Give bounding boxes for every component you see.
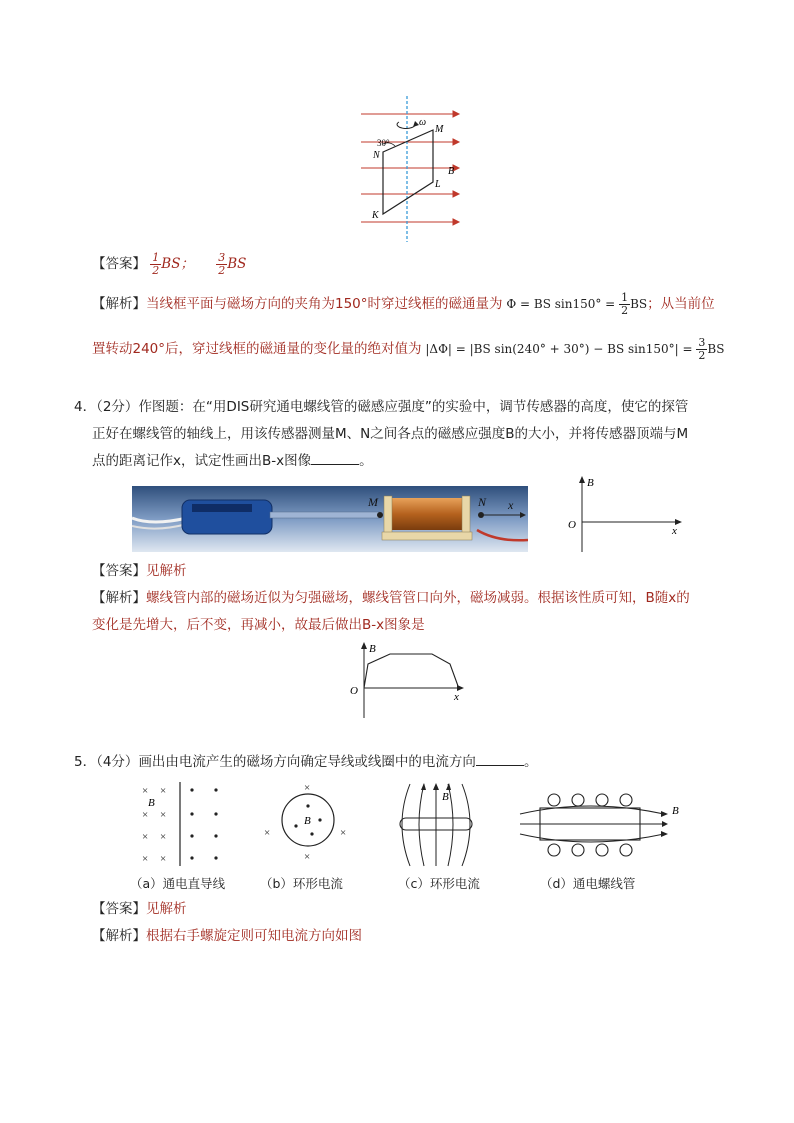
- vertex-n-label: N: [373, 150, 380, 161]
- fig-d-b-label: B: [672, 805, 679, 817]
- q4-analysis-line-1: 【解析】螺线管内部的磁场近似为匀强磁场，螺线管管口向外，磁场减弱。根据该性质可知，B随x的: [92, 590, 690, 606]
- q5-analysis-line: 【解析】根据右手螺旋定则可知电流方向如图: [92, 928, 362, 944]
- svg-text:×: ×: [142, 785, 149, 797]
- caption-d: （d）通电螺线管: [540, 876, 636, 891]
- svg-text:×: ×: [142, 831, 149, 843]
- axes-b-label: B: [587, 477, 594, 489]
- q3-answer-1: $\frac{1}{2}$ BS；: [152, 251, 194, 277]
- q4-stem-line-2: 正好在螺线管的轴线上，用该传感器测量M、N之间各点的磁感应强度B的大小，并将传感器顶端与M: [92, 426, 689, 442]
- svg-text:×: ×: [264, 827, 271, 839]
- figure-a-straight-wire: [136, 780, 226, 870]
- graph-o-label: O: [350, 685, 358, 697]
- q4-answer-line: 【答案】见解析: [92, 563, 187, 579]
- fig-c-b-label: B: [442, 791, 449, 803]
- axes-o-label: O: [568, 519, 576, 531]
- answer-tag: 【答案】: [92, 256, 146, 272]
- caption-a: （a）通电直导线: [130, 876, 226, 891]
- svg-text:×: ×: [304, 782, 311, 794]
- field-b-label: B: [448, 166, 455, 177]
- analysis-tag: 【解析】: [92, 296, 146, 312]
- q4-stem-line-3: 点的距离记作x，试定性画出B-x图像 。: [92, 453, 373, 469]
- svg-text:×: ×: [160, 831, 167, 843]
- bx-curve: [364, 654, 458, 688]
- bx-answer-graph: [344, 640, 468, 720]
- answer-blank[interactable]: [476, 753, 524, 766]
- photo-n-label: N: [478, 495, 487, 509]
- q3-analysis-line-2: 置转动240°后，穿过线框的磁通量的变化量的绝对值为 |ΔΦ| = |BS sin(240° + 30°) − BS sin150°| = $\frac{3}{2}$ BS: [92, 336, 725, 362]
- vertex-l-label: L: [435, 179, 441, 190]
- graph-b-label: B: [369, 643, 376, 655]
- sensor-solenoid-photo: [132, 486, 528, 552]
- q3-analysis-line-1: 【解析】当线框平面与磁场方向的夹角为150°时穿过线框的磁通量为 Φ = BS sin150° = $\frac{1}{2}$ BS；从当前位: [92, 291, 715, 317]
- rotating-frame-figure: [355, 94, 465, 244]
- vertex-k-label: K: [372, 210, 379, 221]
- graph-x-label: x: [454, 691, 459, 703]
- fig-a-b-label: B: [148, 797, 155, 809]
- figure-b-ring-current: [262, 780, 352, 870]
- q4-stem-line-1: 4．（2分）作图题：在“用DIS研究通电螺线管的磁感应强度”的实验中，调节传感器的高度，使它的探管: [74, 399, 689, 415]
- svg-text:×: ×: [160, 785, 167, 797]
- omega-label: ω: [419, 117, 427, 128]
- photo-x-label: x: [508, 498, 514, 512]
- photo-m-label: M: [368, 495, 378, 509]
- figure-c-ring-current: [392, 780, 482, 870]
- q3-answer-2: $\frac{3}{2}$ BS: [218, 251, 247, 277]
- svg-text:×: ×: [304, 851, 311, 863]
- answer-blank[interactable]: [311, 452, 359, 465]
- svg-text:×: ×: [142, 853, 149, 865]
- axes-x-label: x: [672, 525, 677, 537]
- svg-text:×: ×: [340, 827, 347, 839]
- q4-analysis-line-2: 变化是先增大，后不变，再减小，故最后做出B-x图象是: [92, 617, 425, 633]
- q5-answer-line: 【答案】见解析: [92, 901, 187, 917]
- svg-text:×: ×: [142, 809, 149, 821]
- vertex-m-label: M: [435, 124, 444, 135]
- q5-stem: 5．（4分）画出由电流产生的磁场方向确定导线或线圈中的电流方向 。: [74, 754, 538, 770]
- caption-c: （c）环形电流: [398, 876, 480, 891]
- q3-answer-line: [92, 252, 246, 277]
- empty-bx-axes: [562, 474, 686, 554]
- svg-text:×: ×: [160, 853, 167, 865]
- angle-label: 30°: [377, 138, 390, 148]
- caption-b: （b）环形电流: [260, 876, 343, 891]
- figure-d-solenoid: [516, 780, 686, 870]
- svg-text:×: ×: [160, 809, 167, 821]
- fig-b-b-label: B: [304, 815, 311, 827]
